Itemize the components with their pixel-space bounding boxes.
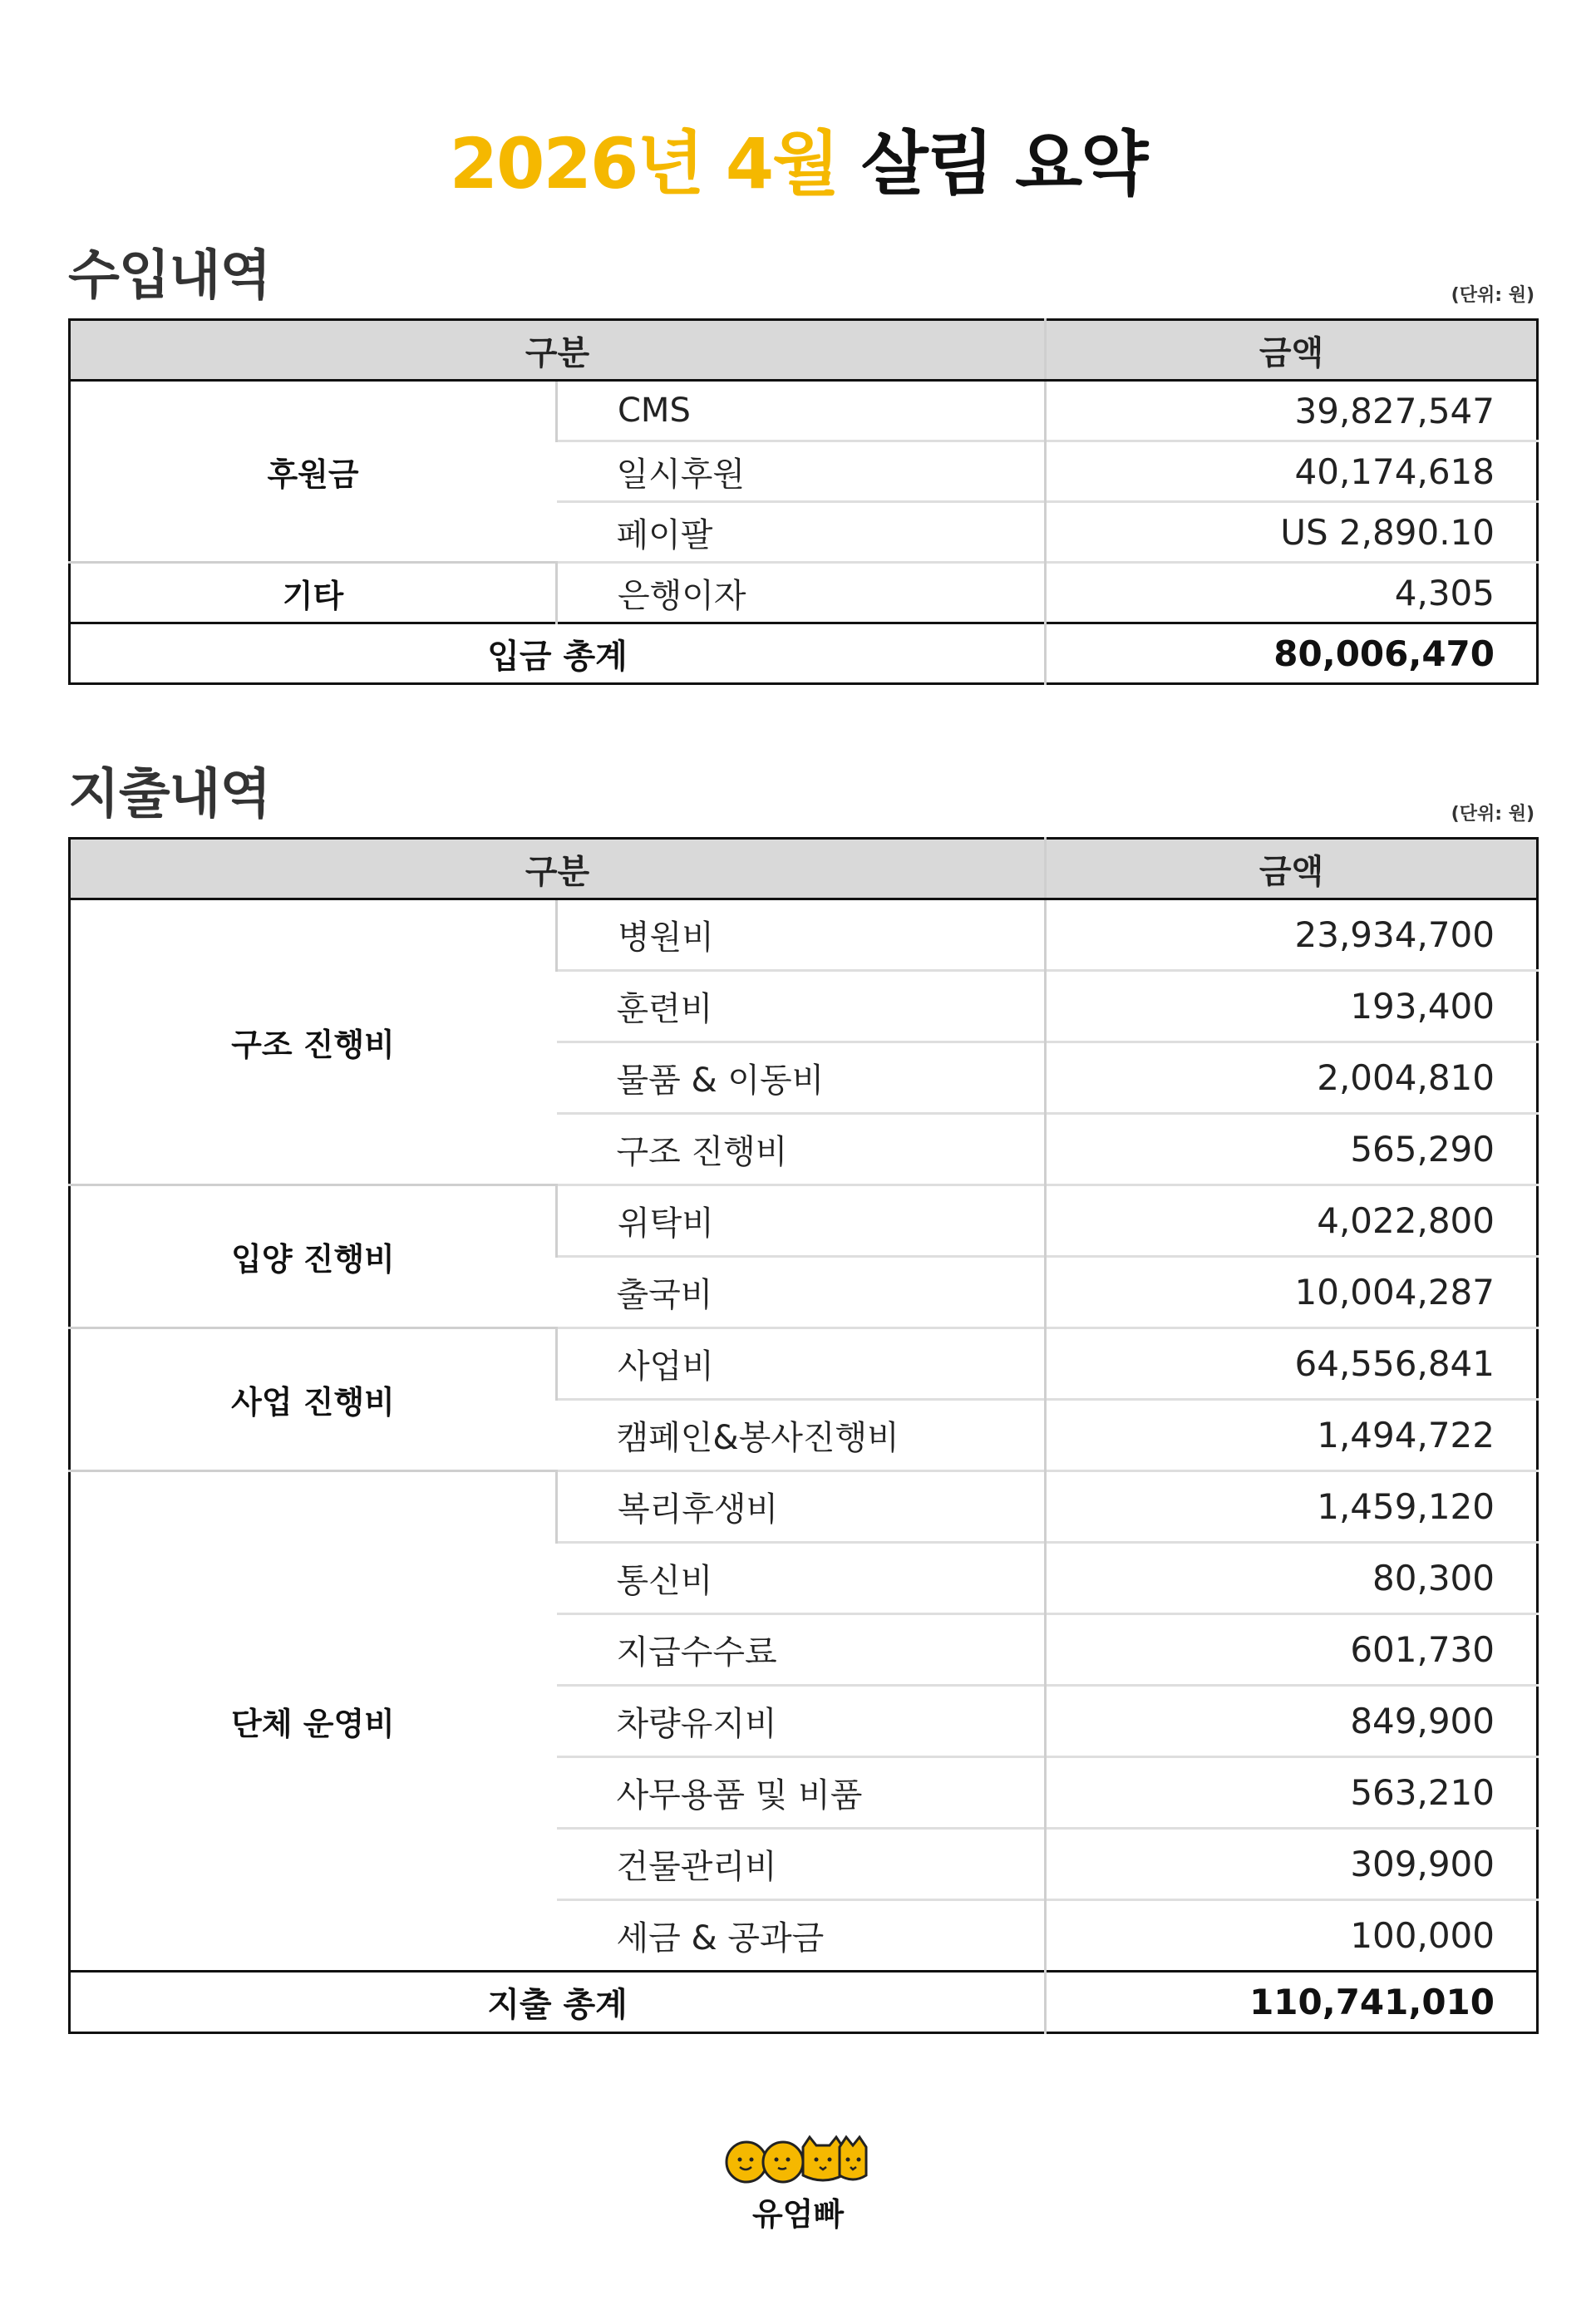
item-amount: 100,000 (1046, 1900, 1538, 1972)
brand-logo-text: 유엄빠 (751, 2196, 845, 2233)
item-label: 훈련비 (557, 971, 1046, 1042)
item-label: 차량유지비 (557, 1686, 1046, 1757)
item-amount: 1,494,722 (1046, 1400, 1538, 1471)
expense-total-row (70, 1972, 1538, 2033)
item-amount: 193,400 (1046, 971, 1538, 1042)
item-label: 출국비 (557, 1257, 1046, 1328)
item-amount: US 2,890.10 (1046, 502, 1538, 563)
income-table (68, 318, 1539, 685)
category-cell: 구조 진행비 (70, 899, 557, 1185)
category-cell: 입양 진행비 (70, 1185, 557, 1328)
income-total-row (70, 623, 1538, 684)
item-amount: 849,900 (1046, 1686, 1538, 1757)
item-amount: 2,004,810 (1046, 1042, 1538, 1114)
item-label: 통신비 (557, 1543, 1046, 1614)
item-label: 페이팔 (557, 502, 1046, 563)
title-month: 2026년 4월 (449, 123, 839, 204)
income-header-amount: 금액 (1046, 320, 1538, 381)
brand-logo (723, 2132, 873, 2233)
income-section-title: 수입내역 (68, 245, 271, 307)
item-label: 은행이자 (557, 563, 1046, 623)
item-label: 병원비 (557, 899, 1046, 971)
expense-total-label: 지출 총계 (70, 1972, 1046, 2033)
item-amount: 601,730 (1046, 1614, 1538, 1686)
income-total-amount: 80,006,470 (1046, 623, 1538, 684)
income-unit-label: (단위: 원) (1451, 285, 1534, 306)
title-summary: 살림 요약 (860, 123, 1147, 204)
item-amount: 4,022,800 (1046, 1185, 1538, 1257)
item-label: 사업비 (557, 1328, 1046, 1400)
item-amount: 1,459,120 (1046, 1471, 1538, 1543)
item-label: CMS (557, 381, 1046, 441)
category-cell: 단체 운영비 (70, 1471, 557, 1972)
item-amount: 39,827,547 (1046, 381, 1538, 441)
item-label: 사무용품 및 비품 (557, 1757, 1046, 1829)
item-label: 건물관리비 (557, 1829, 1046, 1900)
income-header-category: 구분 (70, 320, 1046, 381)
income-total-label: 입금 총계 (70, 623, 1046, 684)
item-amount: 10,004,287 (1046, 1257, 1538, 1328)
table-row (70, 1185, 1538, 1257)
category-cell: 후원금 (70, 381, 557, 563)
item-amount: 563,210 (1046, 1757, 1538, 1829)
item-amount: 4,305 (1046, 563, 1538, 623)
item-amount: 23,934,700 (1046, 899, 1538, 971)
category-cell: 기타 (70, 563, 557, 623)
item-label: 위탁비 (557, 1185, 1046, 1257)
item-label: 지급수수료 (557, 1614, 1046, 1686)
item-label: 일시후원 (557, 441, 1046, 502)
table-row (70, 563, 1538, 623)
item-amount: 40,174,618 (1046, 441, 1538, 502)
item-label: 복리후생비 (557, 1471, 1046, 1543)
expense-table (68, 837, 1539, 2034)
table-row (70, 1471, 1538, 1543)
item-label: 물품 & 이동비 (557, 1042, 1046, 1114)
item-amount: 80,300 (1046, 1543, 1538, 1614)
page-title (0, 108, 1596, 209)
expense-total-amount: 110,741,010 (1046, 1972, 1538, 2033)
item-label: 세금 & 공과금 (557, 1900, 1046, 1972)
item-amount: 309,900 (1046, 1829, 1538, 1900)
item-label: 구조 진행비 (557, 1114, 1046, 1185)
item-label: 캠페인&봉사진행비 (557, 1400, 1046, 1471)
table-row (70, 899, 1538, 971)
item-amount: 565,290 (1046, 1114, 1538, 1185)
table-row (70, 1328, 1538, 1400)
expense-header-category: 구분 (70, 839, 1046, 899)
table-row (70, 381, 1538, 441)
expense-section-title: 지출내역 (68, 764, 271, 825)
expense-unit-label: (단위: 원) (1451, 804, 1534, 825)
category-cell: 사업 진행비 (70, 1328, 557, 1471)
expense-header-amount: 금액 (1046, 839, 1538, 899)
item-amount: 64,556,841 (1046, 1328, 1538, 1400)
